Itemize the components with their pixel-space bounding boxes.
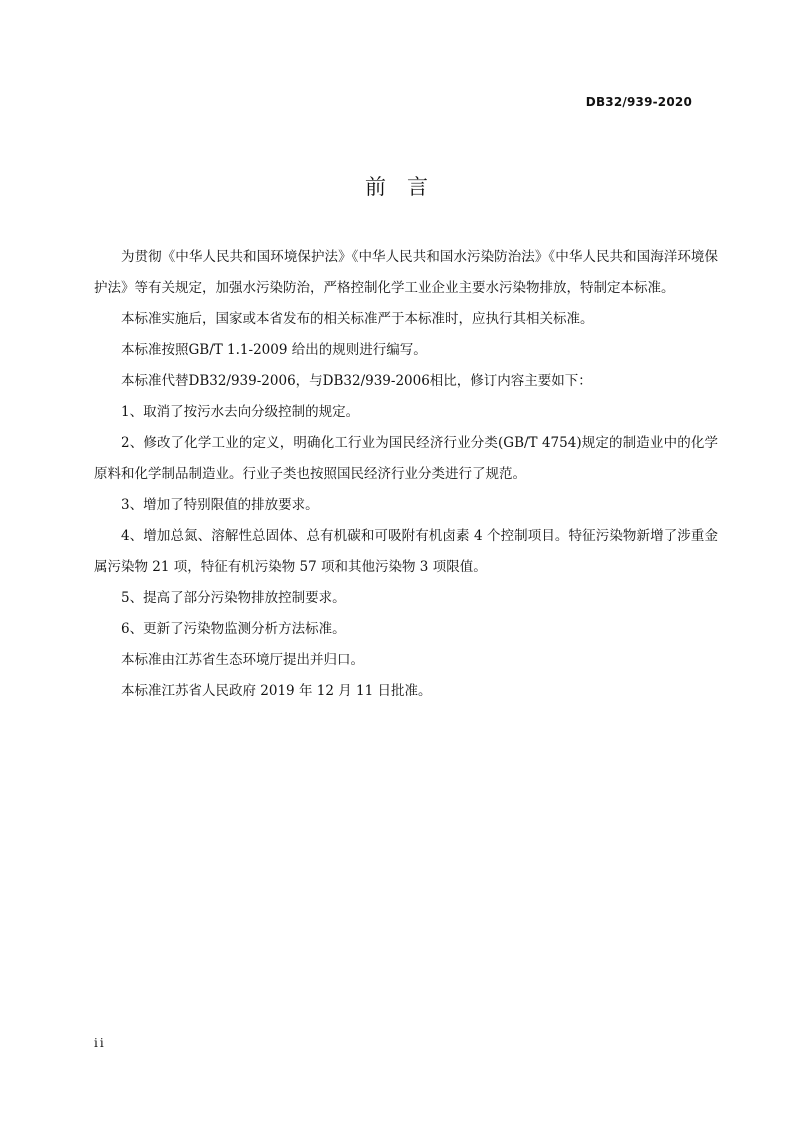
paragraph: 为贯彻《中华人民共和国环境保护法》《中华人民共和国水污染防治法》《中华人民共和国海洋环境保护法》等有关规定，加强水污染防治，严格控制化学工业企业主要水污染物排放，特制定本标准。 bbox=[94, 249, 718, 296]
list-item: 1、取消了按污水去向分级控制的规定。 bbox=[121, 404, 360, 420]
standard-code: DB32/939-2020 bbox=[585, 95, 692, 109]
paragraph: 本标准由江苏省生态环境厅提出并归口。 bbox=[121, 652, 364, 668]
preface-body bbox=[94, 242, 718, 707]
list-item: 4、增加总氮、溶解性总固体、总有机碳和可吸附有机卤素 4 个控制项目。特征污染物新增了涉重金属污染物 21 项，特征有机污染物 57 项和其他污染物 3 项限值。 bbox=[94, 528, 718, 575]
paragraph: 本标准江苏省人民政府 2019 年 12 月 11 日批准。 bbox=[121, 683, 432, 699]
list-item: 3、增加了特别限值的排放要求。 bbox=[121, 497, 319, 513]
paragraph: 本标准按照GB/T 1.1-2009 给出的规则进行编写。 bbox=[121, 342, 427, 358]
list-item: 6、更新了污染物监测分析方法标准。 bbox=[121, 621, 346, 637]
list-item: 5、提高了部分污染物排放控制要求。 bbox=[121, 590, 346, 606]
paragraph: 本标准实施后，国家或本省发布的相关标准严于本标准时，应执行其相关标准。 bbox=[121, 311, 594, 327]
page-number: ii bbox=[94, 1036, 106, 1050]
paragraph: 本标准代替DB32/939-2006，与DB32/939-2006相比，修订内容主要如下： bbox=[121, 373, 592, 389]
list-item: 2、修改了化学工业的定义，明确化工行业为国民经济行业分类(GB/T 4754)规定的制造业中的化学原料和化学制品制造业。行业子类也按照国民经济行业分类进行了规范。 bbox=[94, 435, 718, 482]
page-title: 前 言 bbox=[365, 175, 428, 199]
